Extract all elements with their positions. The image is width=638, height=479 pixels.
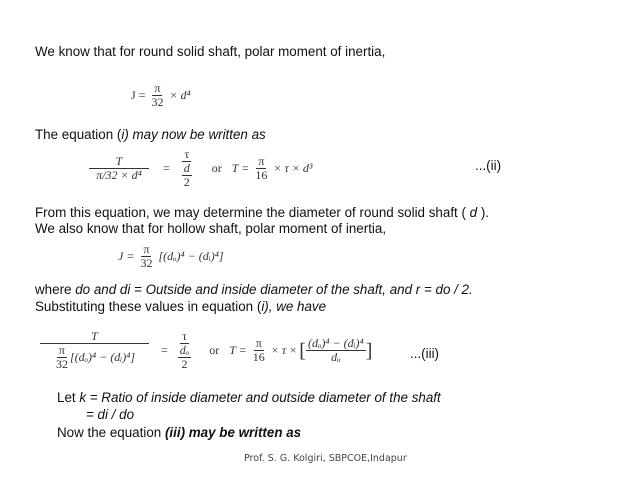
equation-ref-iii: ...(iii) — [410, 346, 440, 361]
eq-jh-fraction — [138, 243, 154, 270]
line5-it: do and di = Outside and inside diameter of the shaft, and r = do / 2. — [75, 282, 473, 297]
line9-bold: (iii) may be written as — [164, 425, 302, 440]
eq3-pi-16 — [251, 337, 267, 364]
eq2-or: or — [211, 161, 222, 175]
eq2-lfrac-den: π/32 × d⁴ — [96, 168, 142, 182]
eq3-den-pi: π — [58, 343, 65, 357]
line2-pre: The equation ( — [35, 127, 122, 142]
eq-jh-rhs: [(dₒ)⁴ − (dᵢ)⁴] — [158, 249, 224, 263]
eq3-big-den: dₒ — [331, 350, 341, 364]
eq3-times-tau: × τ × — [270, 343, 298, 357]
eq2-d-den: 2 — [183, 175, 190, 189]
eq2-equals: = — [163, 161, 170, 175]
eq2-rhs-pre: T = — [231, 161, 250, 175]
text-line-4: We also know that for hollow shaft, polar moment of inertia, — [35, 221, 387, 236]
eq2-pi: π — [258, 154, 265, 168]
text-line-1: We know that for round solid shaft, polar moment of inertia, — [35, 44, 386, 59]
eq2-rhs-post: × τ × d³ — [273, 161, 313, 175]
text-line-9 — [57, 425, 301, 441]
line3-post: ). — [477, 205, 490, 220]
eq3-big-num: (dₒ)⁴ − (dᵢ)⁴ — [307, 336, 364, 350]
footer-credit: Prof. S. G. Kolgiri, SBPCOE,Indapur — [244, 453, 407, 464]
line5-pre: where — [35, 282, 76, 297]
equation-polar-moment-solid — [131, 82, 191, 109]
eq-jh-den: 32 — [140, 256, 153, 270]
eq3-do-num: dₒ — [179, 343, 190, 357]
eq-jh-num: π — [143, 242, 150, 256]
text-line-2 — [35, 127, 266, 143]
eq3-tau: τ — [182, 329, 187, 343]
eq2-d-num: d — [183, 161, 190, 175]
eq-j-lhs: J = — [131, 88, 146, 102]
eq-j-num: π — [154, 81, 161, 95]
line9-pre: Now the equation — [57, 425, 165, 440]
eq3-den-rest: [(dₒ)⁴ − (dᵢ)⁴] — [69, 350, 136, 364]
line6-pre: Substituting these values in equation ( — [35, 299, 262, 314]
eq2-left-fraction — [89, 155, 149, 182]
eq3-equals: = — [161, 343, 168, 357]
line7-it: k = Ratio of inside diameter and outside diameter of the shaft — [79, 390, 441, 405]
line3-pre: From this equation, we may determine the diameter of round solid shaft ( — [35, 205, 470, 220]
eq2-tau: τ — [184, 147, 190, 161]
line7-pre: Let — [57, 390, 80, 405]
eq3-lfrac-num: T — [40, 330, 149, 344]
text-line-3 — [35, 205, 489, 221]
line3-d: d — [469, 205, 478, 220]
text-line-5 — [35, 282, 473, 298]
text-line-7 — [57, 390, 441, 406]
eq3-rhs-pre: T = — [229, 343, 247, 357]
eq-j-rhs: × d⁴ — [169, 88, 191, 102]
equation-iii — [40, 330, 372, 371]
line6-post: ), we have — [264, 299, 327, 314]
eq2-d-over-2 — [180, 162, 194, 189]
line2-i: i — [121, 127, 125, 142]
eq2-pi-16 — [253, 155, 269, 182]
eq3-pi: π — [255, 336, 262, 350]
equation-ii — [89, 148, 312, 189]
eq-jh-lhs: J = — [118, 249, 135, 263]
eq3-tau-fraction — [176, 330, 193, 371]
eq3-left-fraction — [40, 330, 149, 371]
eq3-do-den: 2 — [181, 357, 188, 371]
eq2-lfrac-num: T — [89, 155, 149, 169]
eq-j-fraction — [149, 82, 165, 109]
eq3-bracket-open: [ — [299, 339, 306, 362]
eq2-16: 16 — [255, 168, 268, 182]
line6-i: i — [261, 299, 265, 314]
eq-j-den: 32 — [151, 95, 164, 109]
eq3-bracket-close: ] — [365, 339, 373, 362]
eq3-or: or — [209, 343, 220, 357]
eq3-16: 16 — [252, 350, 265, 364]
equation-polar-moment-hollow — [118, 243, 224, 270]
eq3-big-fraction — [306, 337, 366, 364]
equation-ref-ii: ...(ii) — [475, 158, 502, 173]
eq2-tau-fraction — [180, 148, 194, 189]
eq3-lfrac-den — [52, 344, 137, 371]
line2-post: ) may now be written as — [124, 127, 266, 142]
text-line-8: = di / do — [86, 407, 135, 422]
text-line-6 — [35, 299, 326, 315]
eq3-den-32: 32 — [55, 357, 68, 371]
